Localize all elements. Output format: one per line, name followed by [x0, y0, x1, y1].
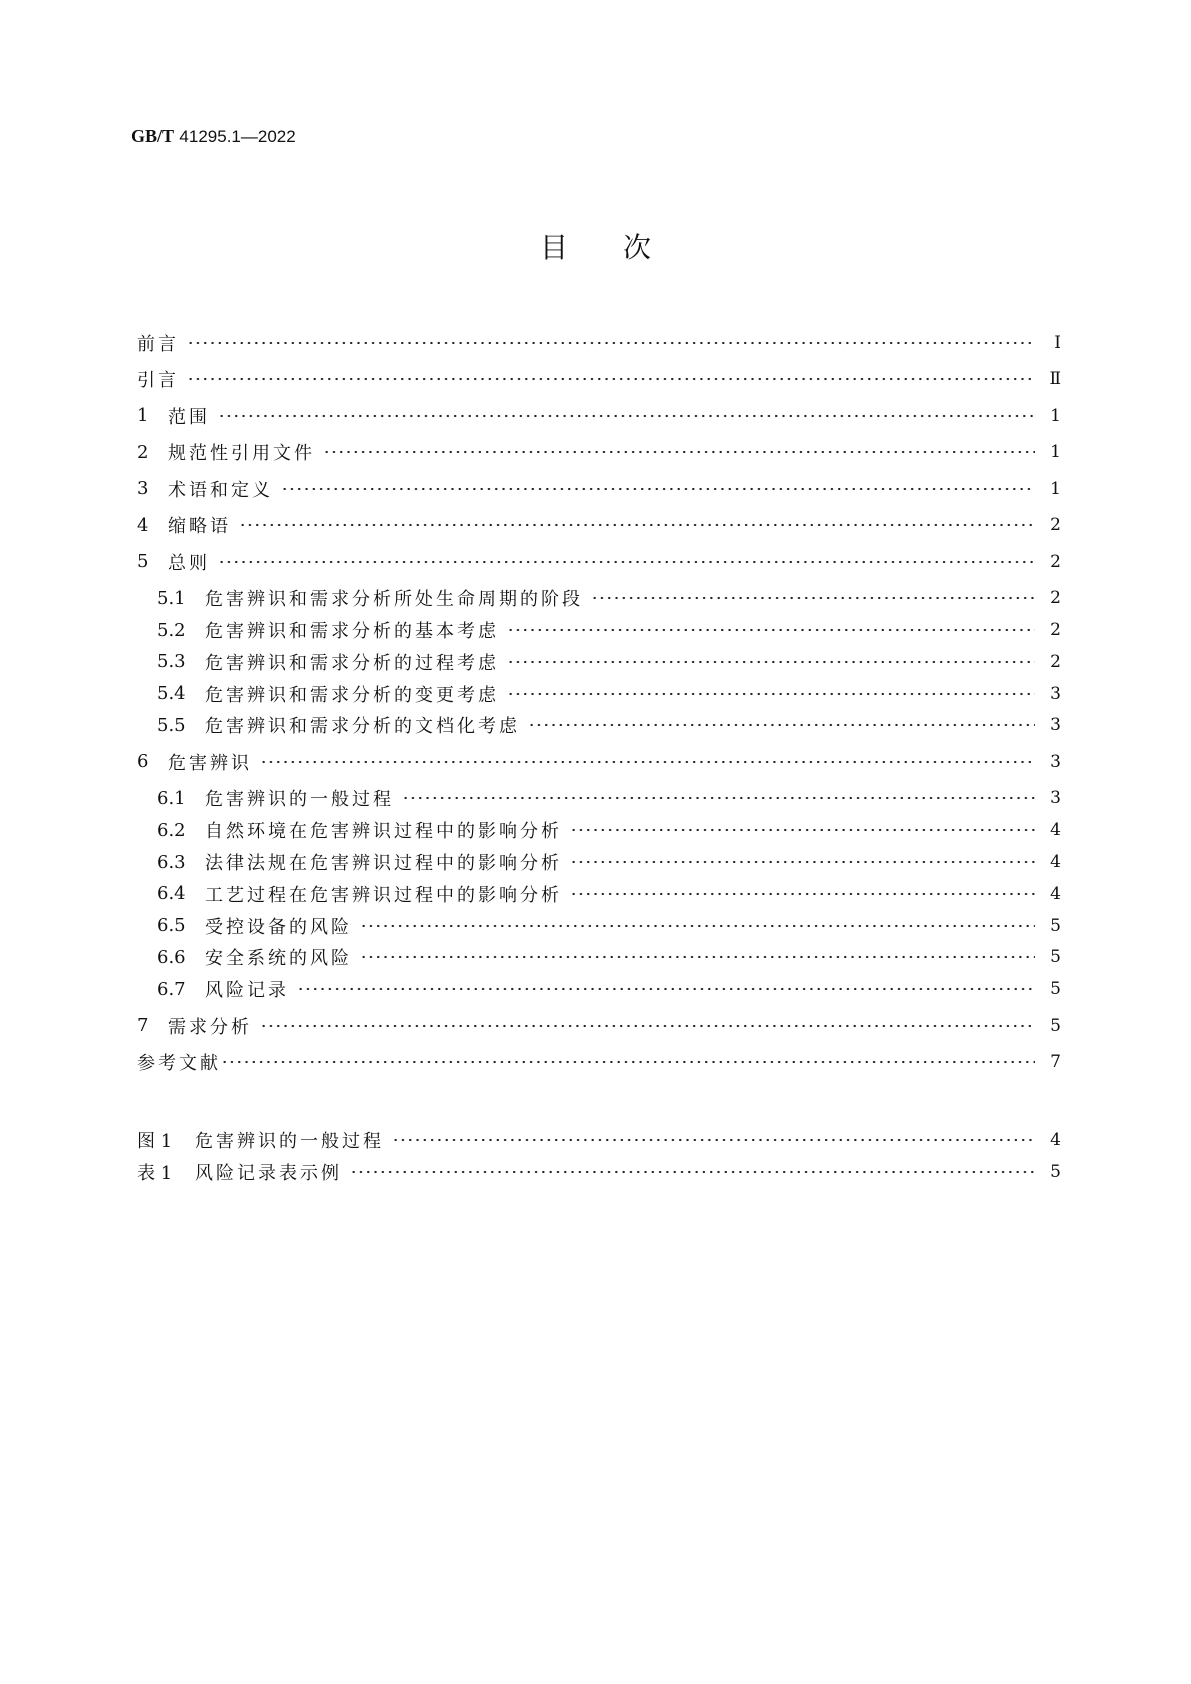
entry-title: 危害辨识和需求分析的基本考虑 [205, 621, 499, 643]
dot-leader [260, 1024, 1035, 1028]
dot-leader [239, 523, 1035, 527]
entry-page-number: 2 [1050, 588, 1061, 609]
entry-number: 5.2 [157, 619, 186, 641]
dot-leader [323, 450, 1035, 454]
entry-title: 总则 [168, 552, 210, 574]
toc-entry[interactable] [137, 973, 1061, 1005]
dot-leader [507, 660, 1035, 664]
entry-title: 危害辨识的一般过程 [195, 1130, 384, 1152]
entry-number: 2 [137, 441, 149, 463]
toc-entry[interactable] [137, 363, 1061, 395]
entry-page-number: 3 [1050, 751, 1061, 772]
entry-page-number: 5 [1050, 915, 1061, 936]
toc-entry[interactable] [137, 878, 1061, 910]
entry-page-number: 7 [1050, 1052, 1061, 1073]
toc-entry[interactable] [137, 1010, 1061, 1042]
toc-entry[interactable] [137, 1124, 1061, 1156]
toc-entry[interactable] [137, 746, 1061, 778]
entry-page-number: 5 [1050, 1161, 1061, 1182]
toc-entry[interactable] [137, 327, 1061, 359]
entry-number: 4 [137, 514, 149, 536]
dot-leader [218, 414, 1035, 418]
entry-title: 危害辨识和需求分析的过程考虑 [205, 652, 499, 674]
entry-title: 危害辨识和需求分析所处生命周期的阶段 [205, 589, 583, 611]
toc-entry[interactable] [137, 614, 1061, 646]
entry-number: 6.7 [157, 978, 186, 1000]
entry-title: 风险记录表示例 [195, 1162, 342, 1184]
toc-entry[interactable] [137, 1156, 1061, 1188]
entry-page-number: 1 [1050, 442, 1061, 463]
page-title: 目次 [539, 231, 706, 264]
entry-page-number: 4 [1050, 883, 1061, 904]
dot-leader [507, 692, 1035, 696]
standard-code [131, 126, 296, 147]
entry-title: 风险记录 [205, 980, 289, 1002]
dot-leader [528, 723, 1035, 727]
entry-number: 6.1 [157, 787, 186, 809]
entry-title: 受控设备的风险 [205, 916, 352, 938]
dot-leader [221, 1060, 1035, 1064]
entry-number: 图 1 [137, 1130, 173, 1152]
entry-number: 3 [137, 478, 149, 500]
entry-title: 自然环境在危害辨识过程中的影响分析 [205, 821, 562, 843]
entry-title: 引言 [137, 370, 179, 392]
entry-title: 术语和定义 [168, 479, 273, 501]
toc-entry[interactable] [137, 678, 1061, 710]
figure-table-list [137, 1124, 1061, 1188]
entry-page-number: 1 [1050, 478, 1061, 499]
dot-leader [281, 487, 1035, 491]
entry-number: 6.3 [157, 851, 186, 873]
entry-number: 7 [137, 1015, 149, 1037]
entry-title: 前言 [137, 333, 179, 355]
entry-number: 6.4 [157, 883, 186, 905]
entry-page-number: 5 [1050, 979, 1061, 1000]
entry-title: 危害辨识的一般过程 [205, 789, 394, 811]
entry-page-number: 2 [1050, 620, 1061, 641]
standard-number: 41295.1—2022 [179, 127, 296, 146]
entry-title: 需求分析 [168, 1016, 252, 1038]
entry-title: 法律法规在危害辨识过程中的影响分析 [205, 853, 562, 875]
entry-page-number: 3 [1050, 715, 1061, 736]
entry-page-number: 2 [1050, 651, 1061, 672]
entry-number: 6 [137, 751, 149, 773]
toc-entry[interactable] [137, 783, 1061, 815]
entry-title: 参考文献 [137, 1053, 221, 1075]
entry-number: 6.2 [157, 819, 186, 841]
entry-title: 危害辨识和需求分析的变更考虑 [205, 684, 499, 706]
entry-number: 5.5 [157, 714, 186, 736]
entry-page-number: 3 [1050, 788, 1061, 809]
entry-page-number: 2 [1050, 551, 1061, 572]
toc-entry[interactable] [137, 710, 1061, 742]
entry-page-number: 3 [1050, 683, 1061, 704]
standard-prefix: GB/T [131, 126, 175, 146]
dot-leader [360, 955, 1035, 959]
dot-leader [260, 760, 1035, 764]
entry-number: 5.4 [157, 683, 186, 705]
entry-number: 5.1 [157, 587, 186, 609]
entry-title: 缩略语 [168, 516, 231, 538]
dot-leader [392, 1138, 1035, 1142]
entry-title: 工艺过程在危害辨识过程中的影响分析 [205, 884, 562, 906]
table-of-contents [137, 327, 1061, 1078]
toc-entry[interactable] [137, 436, 1061, 468]
dot-leader [570, 860, 1035, 864]
toc-entry[interactable] [137, 1046, 1061, 1078]
entry-page-number: 5 [1050, 1015, 1061, 1036]
toc-entry[interactable] [137, 942, 1061, 974]
entry-title: 危害辨识和需求分析的文档化考虑 [205, 716, 520, 738]
dot-leader [360, 924, 1035, 928]
entry-page-number: 1 [1050, 405, 1061, 426]
entry-page-number: 4 [1050, 1129, 1061, 1150]
dot-leader [297, 987, 1035, 991]
entry-title: 规范性引用文件 [168, 443, 315, 465]
toc-entry[interactable] [137, 473, 1061, 505]
entry-page-number: 4 [1050, 852, 1061, 873]
toc-entry[interactable] [137, 814, 1061, 846]
toc-entry[interactable] [137, 400, 1061, 432]
entry-page-number: 5 [1050, 947, 1061, 968]
dot-leader [350, 1170, 1035, 1174]
entry-page-number: 2 [1050, 515, 1061, 536]
entry-number: 1 [137, 405, 149, 427]
dot-leader [570, 828, 1035, 832]
dot-leader [187, 377, 1035, 381]
entry-page-number: Ⅰ [1054, 332, 1061, 353]
entry-number: 表 1 [137, 1162, 173, 1184]
dot-leader [218, 560, 1035, 564]
entry-page-number: Ⅱ [1049, 369, 1061, 390]
entry-page-number: 4 [1050, 820, 1061, 841]
dot-leader [591, 596, 1035, 600]
toc-entry[interactable] [137, 582, 1061, 614]
entry-title: 危害辨识 [168, 752, 252, 774]
dot-leader [570, 892, 1035, 896]
entry-number: 6.6 [157, 946, 186, 968]
dot-leader [402, 796, 1035, 800]
toc-entry[interactable] [137, 546, 1061, 578]
entry-title: 范围 [168, 406, 210, 428]
entry-title: 安全系统的风险 [205, 948, 352, 970]
toc-entry[interactable] [137, 910, 1061, 942]
toc-entry[interactable] [137, 509, 1061, 541]
dot-leader [507, 628, 1035, 632]
entry-number: 6.5 [157, 915, 186, 937]
dot-leader [187, 341, 1035, 345]
toc-entry[interactable] [137, 646, 1061, 678]
entry-number: 5.3 [157, 651, 186, 673]
toc-entry[interactable] [137, 846, 1061, 878]
entry-number: 5 [137, 551, 149, 573]
